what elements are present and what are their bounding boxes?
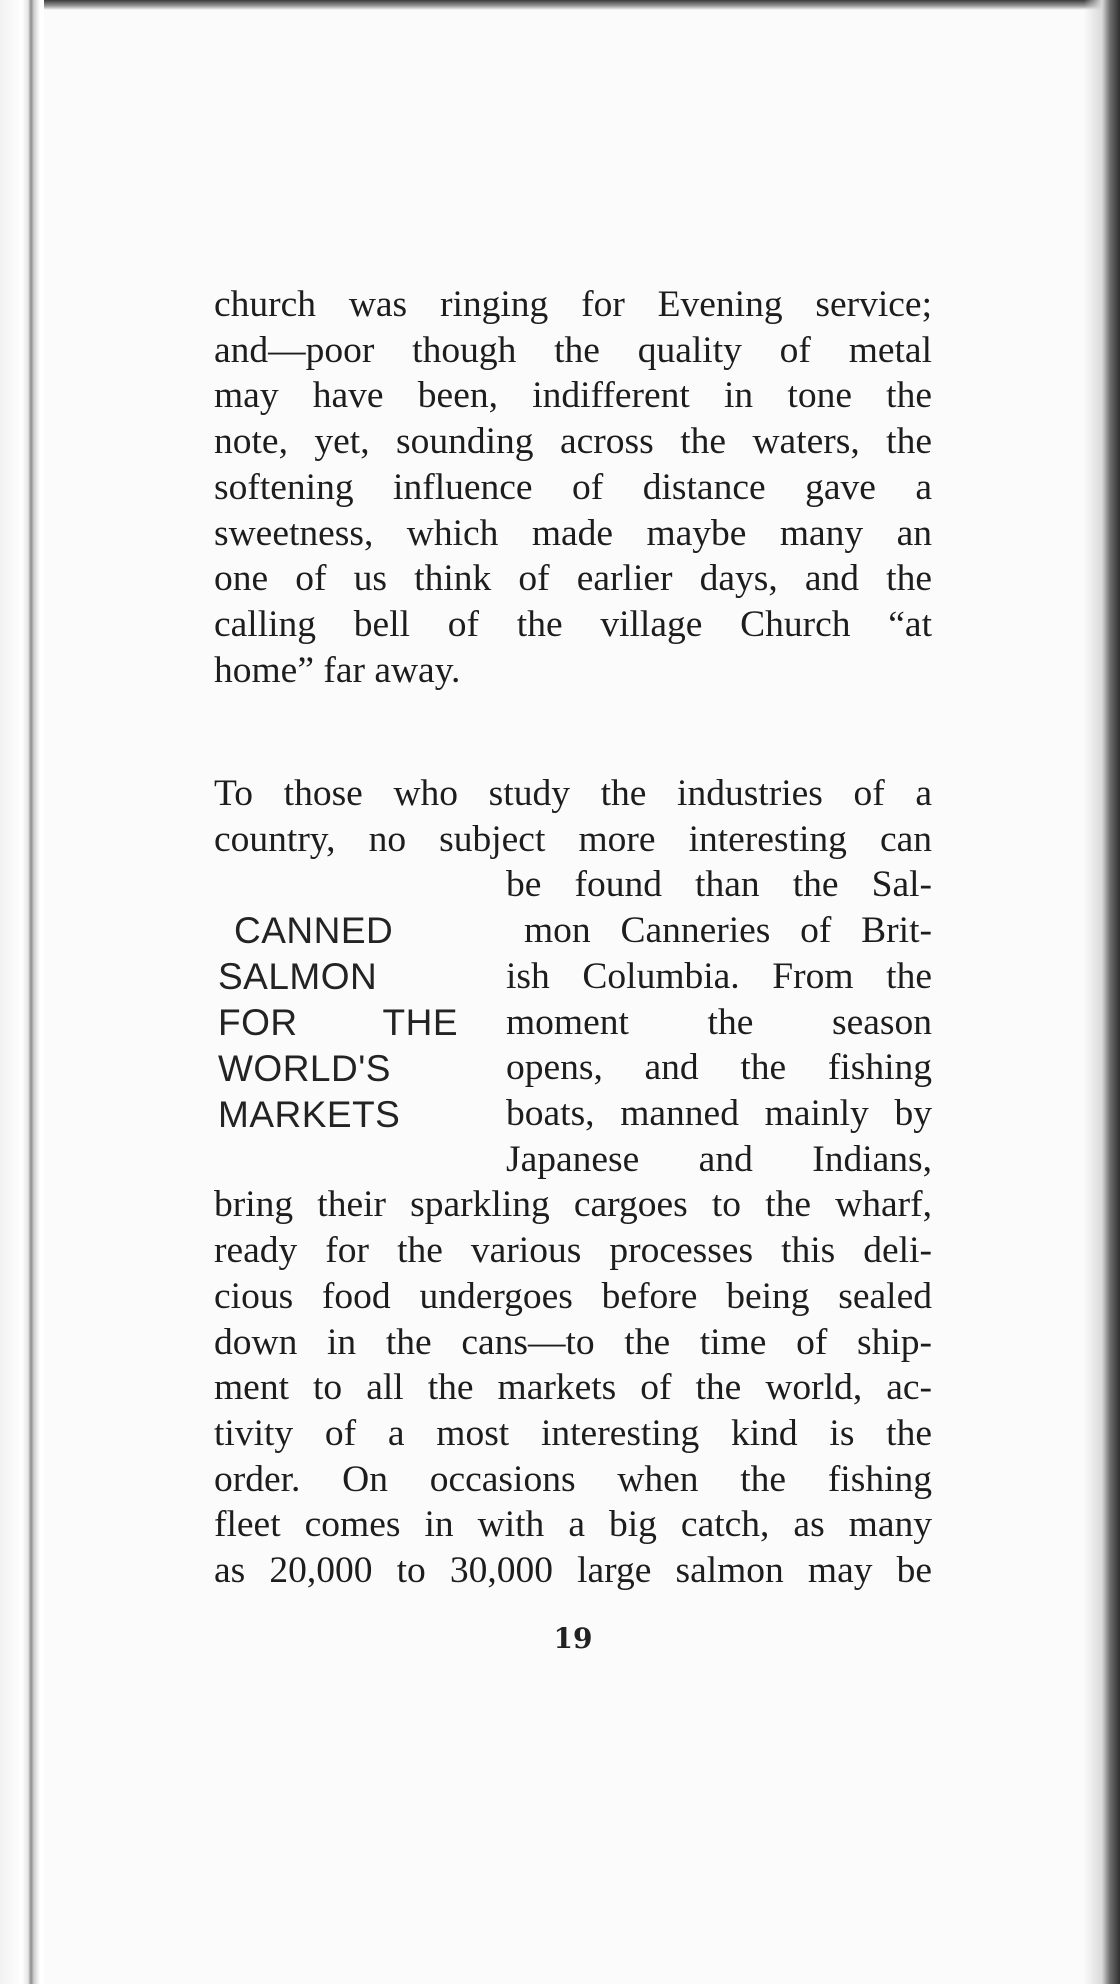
paragraph-canned-salmon	[214, 771, 932, 1594]
text-line: one of us think of earlier days, and the	[214, 558, 932, 600]
text-line: tivity of a most interesting kind is the	[214, 1412, 932, 1454]
text-line: may have been, indifferent in tone the	[214, 375, 932, 417]
scan-left-edge	[0, 0, 44, 1984]
text-line: home” far away.	[214, 649, 461, 691]
text-line: softening influence of distance gave a	[214, 466, 932, 508]
text-line: order. On occasions when the fishing	[214, 1458, 932, 1500]
text-line: be found than the Sal-	[506, 864, 932, 906]
side-heading-line: FOR THE	[218, 1002, 458, 1044]
text-line: mon Canneries of Brit-	[524, 910, 932, 952]
text-line: boats, manned mainly by	[506, 1092, 932, 1134]
text-line: ish Columbia. From the	[506, 955, 932, 997]
text-line: opens, and the fishing	[506, 1047, 932, 1089]
paragraph-evening-bell	[214, 282, 932, 693]
narrow-text-column	[506, 862, 932, 1182]
text-line: sweetness, which made maybe many an	[214, 512, 932, 554]
text-line: bring their sparkling cargoes to the wharf,	[214, 1184, 932, 1226]
text-line: Japanese and Indians,	[506, 1138, 932, 1180]
text-line: ment to all the markets of the world, ac-	[214, 1367, 932, 1409]
text-line: fleet comes in with a big catch, as many	[214, 1504, 932, 1546]
page-number: 19	[553, 1622, 593, 1655]
side-heading-line: SALMON	[218, 956, 378, 998]
scan-top-edge	[0, 0, 1120, 10]
text-line: church was ringing for Evening service;	[214, 284, 932, 325]
side-heading-line: CANNED	[234, 910, 394, 952]
text-line: cious food undergoes before being sealed	[214, 1275, 932, 1317]
text-line: down in the cans—to the time of ship-	[214, 1321, 932, 1363]
text-line: note, yet, sounding across the waters, the	[214, 421, 932, 463]
text-line: ready for the various processes this deli-	[214, 1230, 932, 1272]
side-heading-wrap	[214, 862, 932, 1182]
text-line: country, no subject more interesting can	[214, 818, 932, 860]
side-heading	[218, 908, 458, 1138]
text-line: as 20,000 to 30,000 large salmon may be	[214, 1550, 932, 1592]
side-heading-line: MARKETS	[218, 1094, 401, 1136]
text-line: and—poor though the quality of metal	[214, 329, 932, 371]
text-line: To those who study the industries of a	[214, 773, 932, 814]
side-heading-line: WORLD'S	[218, 1048, 391, 1090]
text-line: calling bell of the village Church “at	[214, 603, 932, 645]
scan-right-edge	[1084, 0, 1120, 1984]
text-line: moment the season	[506, 1001, 932, 1043]
